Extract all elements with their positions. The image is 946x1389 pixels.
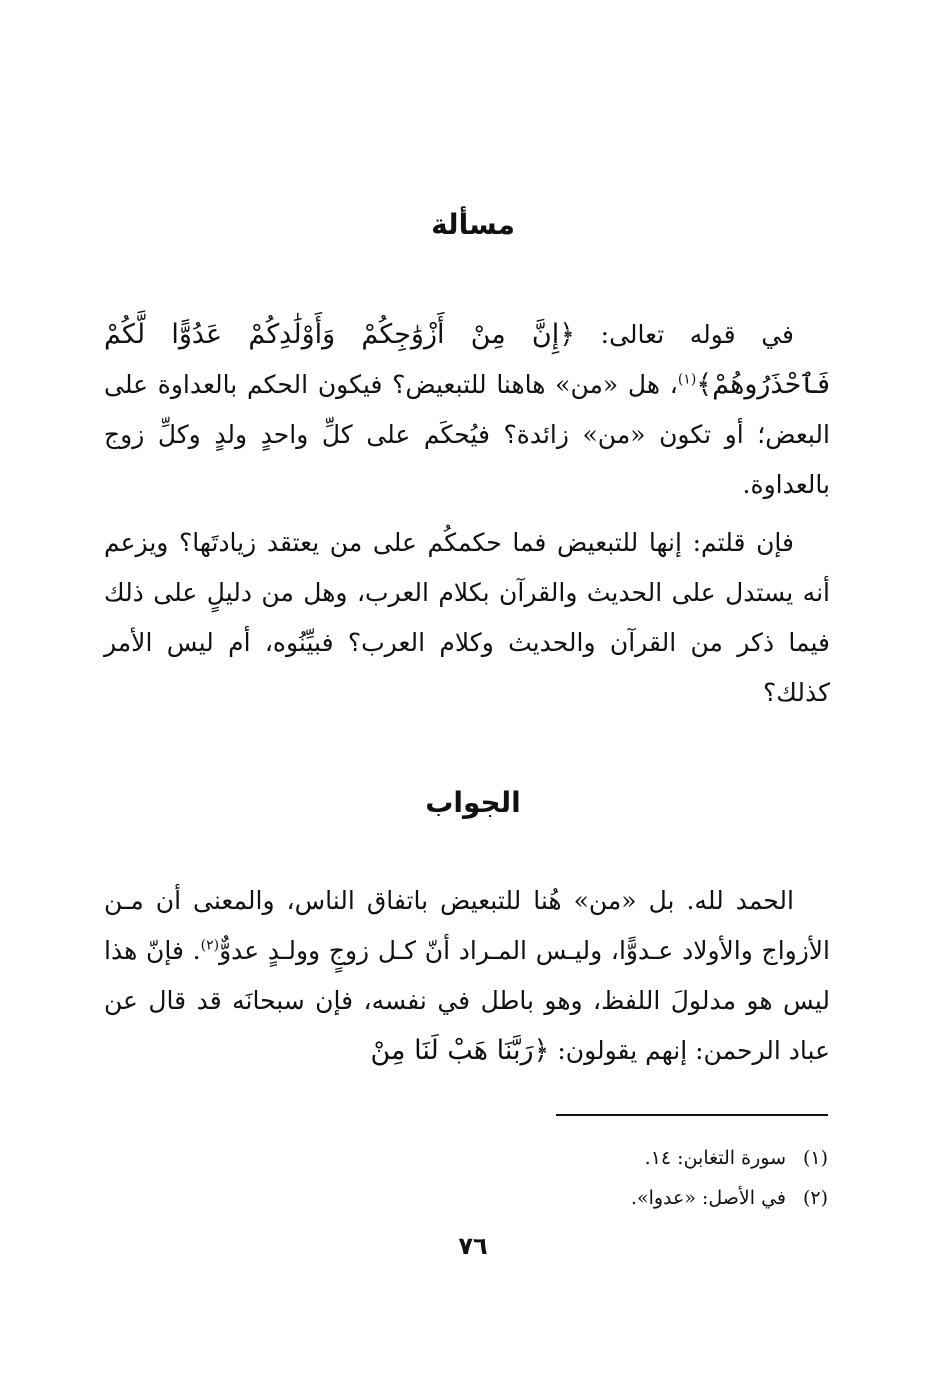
footnote-divider xyxy=(556,1114,828,1116)
answer-paragraph-1 xyxy=(104,876,830,1076)
answer-lead-text: الحمد لله. بل «من» هُنا للتبعيض باتفاق الناس، والمعنى أن مـن الأزواج والأولاد عـدوًّا، وليـس المـراد أنّ كـل زوجٍ وولـدٍ عدوٌّ xyxy=(104,886,830,965)
quran-verse-furqan: ﴿رَبَّنَا هَبْ لَنَا مِنْ xyxy=(370,1035,550,1066)
answer-heading: الجواب xyxy=(425,786,521,819)
question-paragraph-1 xyxy=(104,310,830,510)
quran-verse-taghabun: ﴿إِنَّ مِنْ أَزْوَٰجِكُمْ وَأَوْلَٰدِكُمْ عَدُوًّا لَّكُمْ فَٱحْذَرُوهُمْ﴾ xyxy=(104,319,830,400)
footnote-number: (١) xyxy=(802,1147,828,1169)
question-heading: مسألة xyxy=(431,208,515,241)
question-rest-text: ، هل «من» هاهنا للتبعيض؟ فيكون الحكم بالعداوة على البعض؛ أو تكون «من» زائدة؟ فيُحكَم على كلِّ واحدٍ ولدٍ وكلِّ زوج بالعداوة. xyxy=(104,370,830,499)
footnotes xyxy=(400,1138,828,1218)
footnote-text: في الأصل: «عدوا». xyxy=(630,1187,786,1209)
footnote-1 xyxy=(400,1138,828,1178)
page-number: ٧٦ xyxy=(458,1232,488,1260)
question-lead-text: في قوله تعالى: xyxy=(575,320,794,349)
footnote-ref-1[interactable]: (١) xyxy=(677,371,697,388)
footnote-text: سورة التغابن: ١٤. xyxy=(644,1147,786,1169)
footnote-number: (٢) xyxy=(802,1187,828,1209)
footnote-2 xyxy=(400,1178,828,1218)
answer-mid-text: . فإنّ هذا ليس هو مدلولَ اللفظ، وهو باطل في نفسه، فإن سبحانَه قد قال عن عباد الرحمن: إنهم يقولون: xyxy=(104,936,830,1065)
footnote-ref-2[interactable]: (٢) xyxy=(200,937,220,954)
question-paragraph-2: فإن قلتم: إنها للتبعيض فما حكمكُم على من يعتقد زيادتَها؟ ويزعم أنه يستدل على الحديث والقرآن بكلام العرب، وهل من دليلٍ على ذلك فيما ذكر من القرآن والحديث وكلام العرب؟ فبيِّنُوه، أم ليس الأمر كذلك؟ xyxy=(104,528,830,707)
